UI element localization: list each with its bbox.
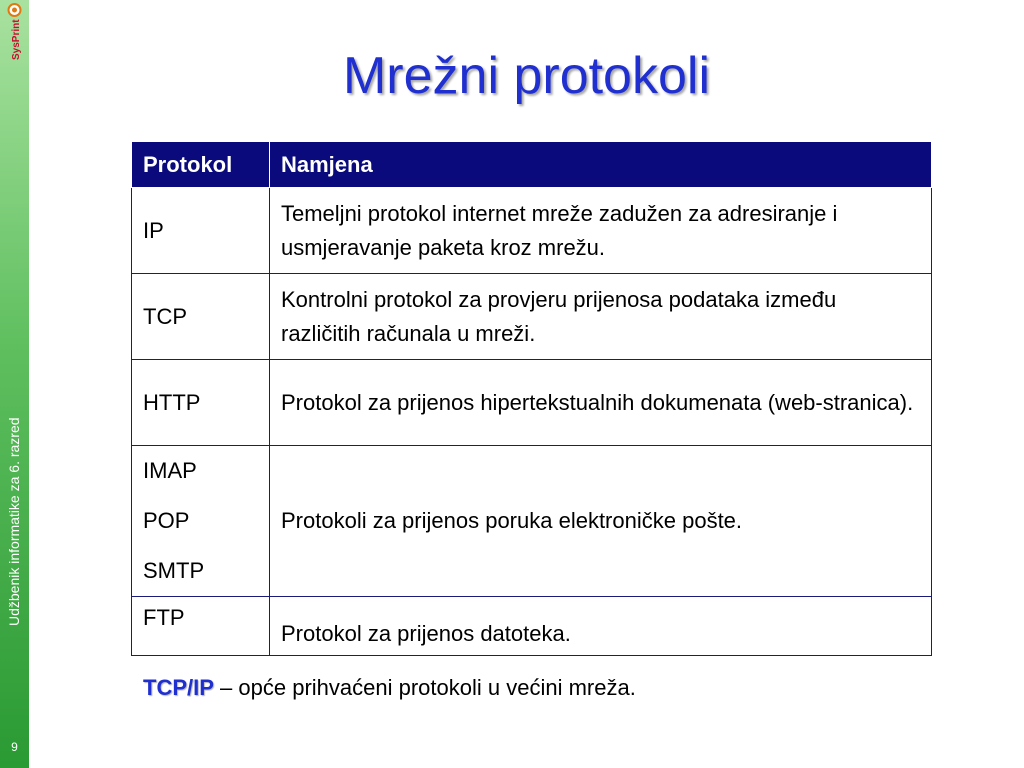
sidebar (0, 0, 29, 768)
sysprint-logo (4, 2, 25, 62)
footer-definition: opće prihvaćeni protokoli u većini mreža. (238, 675, 636, 700)
table-row (132, 274, 932, 360)
footer-note (143, 675, 636, 701)
protocol-name: SMTP (143, 558, 205, 583)
protocol-name: HTTP (132, 360, 270, 446)
protocol-name: IMAP (143, 458, 197, 483)
header-purpose: Namjena (270, 142, 932, 188)
table-row (132, 597, 932, 656)
page-number: 9 (11, 740, 18, 754)
protocol-name: POP (143, 508, 190, 533)
side-caption: Udžbenik informatike za 6. razred (6, 417, 22, 626)
protocol-purpose: Protokoli za prijenos poruka elektroničke pošte. (270, 446, 932, 597)
table-row (132, 360, 932, 446)
footer-term: TCP/IP (143, 675, 214, 700)
protocol-name-group (132, 446, 270, 597)
protocol-name: FTP (132, 597, 270, 656)
protocol-purpose: Protokol za prijenos hipertekstualnih dokumenata (web-stranica). (270, 360, 932, 446)
logo-text: SysPrint (11, 19, 22, 60)
table-row (132, 446, 932, 597)
protocol-name: TCP (132, 274, 270, 360)
header-protocol: Protokol (132, 142, 270, 188)
protocol-name: IP (132, 188, 270, 274)
protocols-table (131, 141, 932, 656)
page-title: Mrežni protokoli (342, 47, 711, 105)
protocol-purpose: Temeljni protokol internet mreže zadužen za adresiranje i usmjeravanje paketa kroz mrežu. (270, 188, 932, 274)
footer-dash: – (220, 675, 233, 700)
protocol-purpose: Protokol za prijenos datoteka. (270, 597, 932, 656)
table-header-row (132, 142, 932, 188)
table-row (132, 188, 932, 274)
protocol-purpose: Kontrolni protokol za provjeru prijenosa podataka između različitih računala u mreži. (270, 274, 932, 360)
